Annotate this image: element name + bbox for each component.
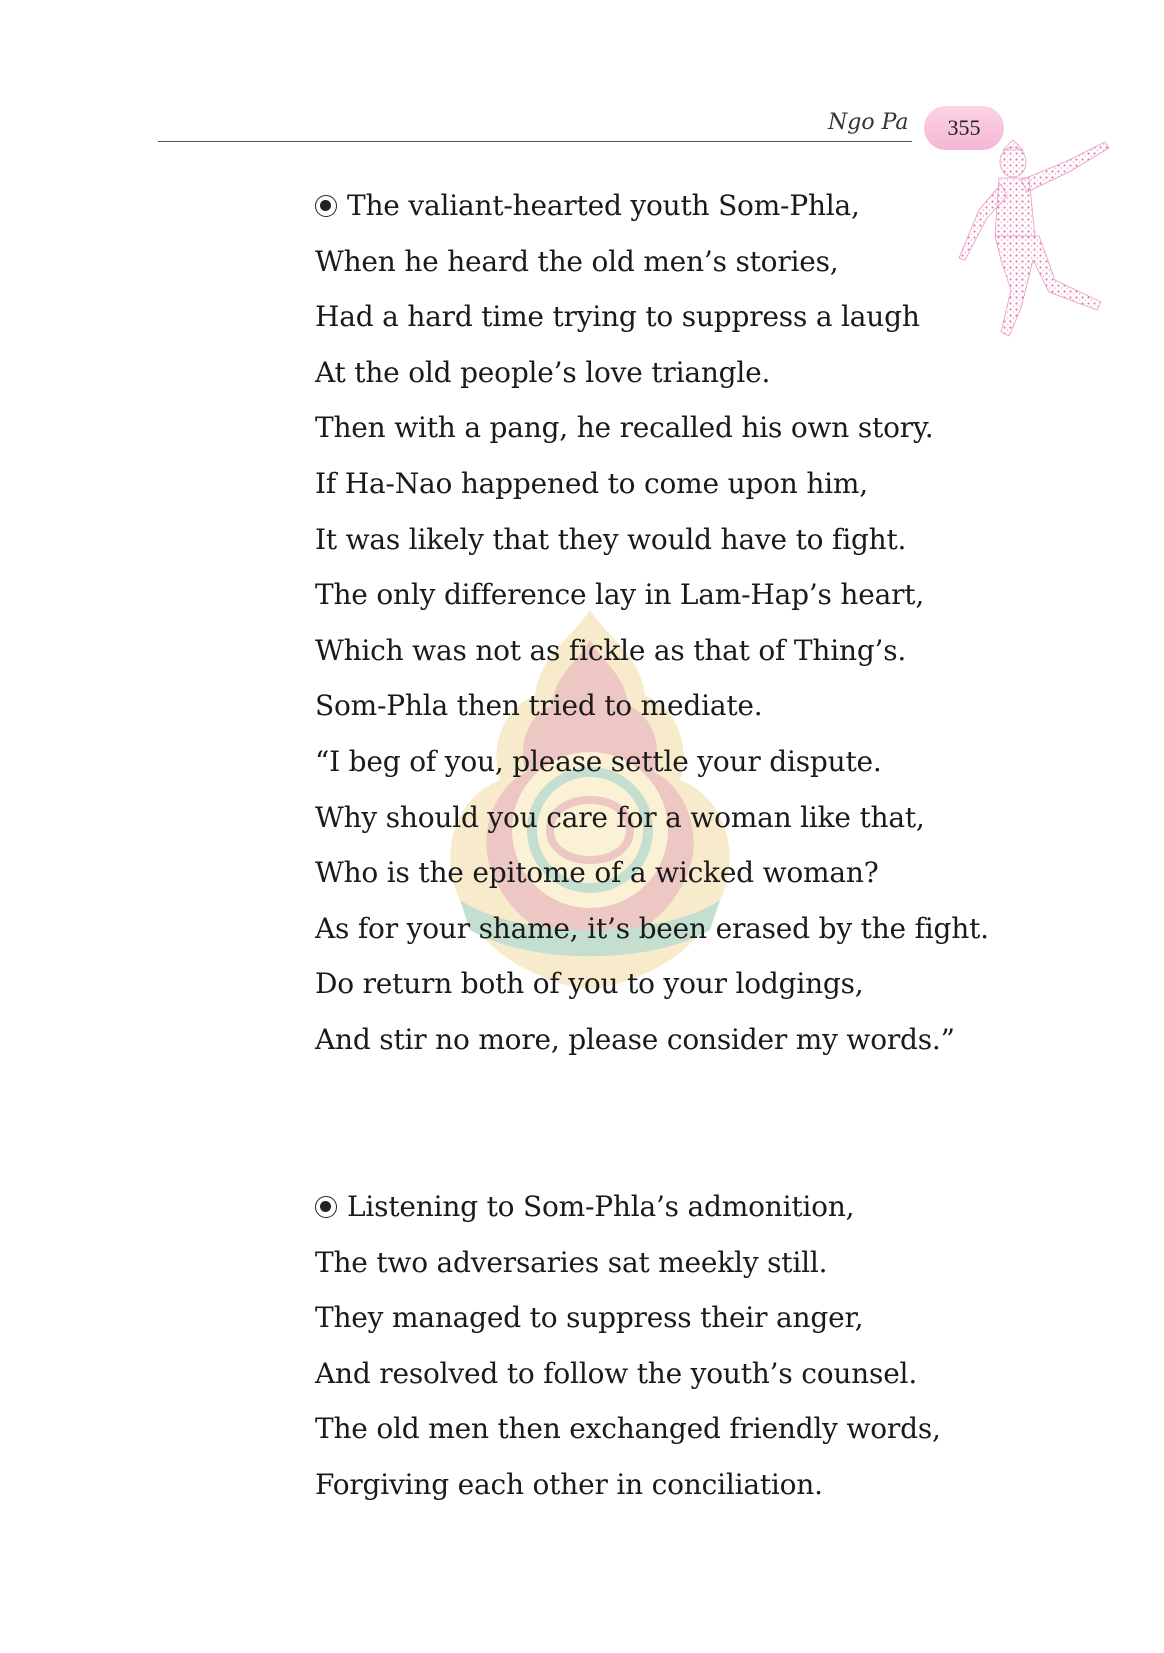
poem-line: When he heard the old men’s stories, bbox=[315, 244, 839, 278]
poem-line: Do return both of you to your lodgings, bbox=[315, 967, 864, 1001]
header-rule bbox=[158, 141, 912, 142]
poem-line: “I beg of you, please settle your dispute. bbox=[315, 744, 882, 778]
poem-line: They managed to suppress their anger, bbox=[315, 1301, 864, 1335]
poem-line: The old men then exchanged friendly words, bbox=[315, 1412, 941, 1446]
poem-line: The only difference lay in Lam-Hap’s heart, bbox=[315, 578, 925, 612]
poem-line: Who is the epitome of a wicked woman? bbox=[315, 856, 879, 890]
stanza-1 bbox=[315, 178, 989, 1068]
poem-line: Then with a pang, he recalled his own story. bbox=[315, 411, 934, 445]
poem-line: And stir no more, please consider my words.” bbox=[315, 1022, 955, 1056]
poem-line: If Ha-Nao happened to come upon him, bbox=[315, 466, 868, 500]
circled-dot-bullet-icon bbox=[315, 195, 337, 217]
poem-line: Had a hard time trying to suppress a laugh bbox=[315, 300, 920, 334]
poem-line: Forgiving each other in conciliation. bbox=[315, 1467, 823, 1501]
poem-line: At the old people’s love triangle. bbox=[315, 355, 771, 389]
poem-line: The valiant-hearted youth Som-Phla, bbox=[315, 178, 989, 234]
poem-line: Which was not as fickle as that of Thing’s. bbox=[315, 633, 907, 667]
poem-line: The two adversaries sat meekly still. bbox=[315, 1245, 828, 1279]
stanza-2 bbox=[315, 1179, 941, 1513]
poem-line: As for your shame, it’s been erased by the fight. bbox=[315, 911, 989, 945]
poem-line: And resolved to follow the youth’s counsel. bbox=[315, 1356, 918, 1390]
page-number: 355 bbox=[947, 115, 981, 140]
poem-line: Why should you care for a woman like that, bbox=[315, 800, 925, 834]
circled-dot-bullet-icon bbox=[315, 1196, 337, 1218]
poem-line: It was likely that they would have to fight. bbox=[315, 522, 907, 556]
poem-line: Som-Phla then tried to mediate. bbox=[315, 689, 763, 723]
running-title: Ngo Pa bbox=[828, 110, 909, 135]
poem-line: Listening to Som-Phla’s admonition, bbox=[315, 1179, 941, 1235]
